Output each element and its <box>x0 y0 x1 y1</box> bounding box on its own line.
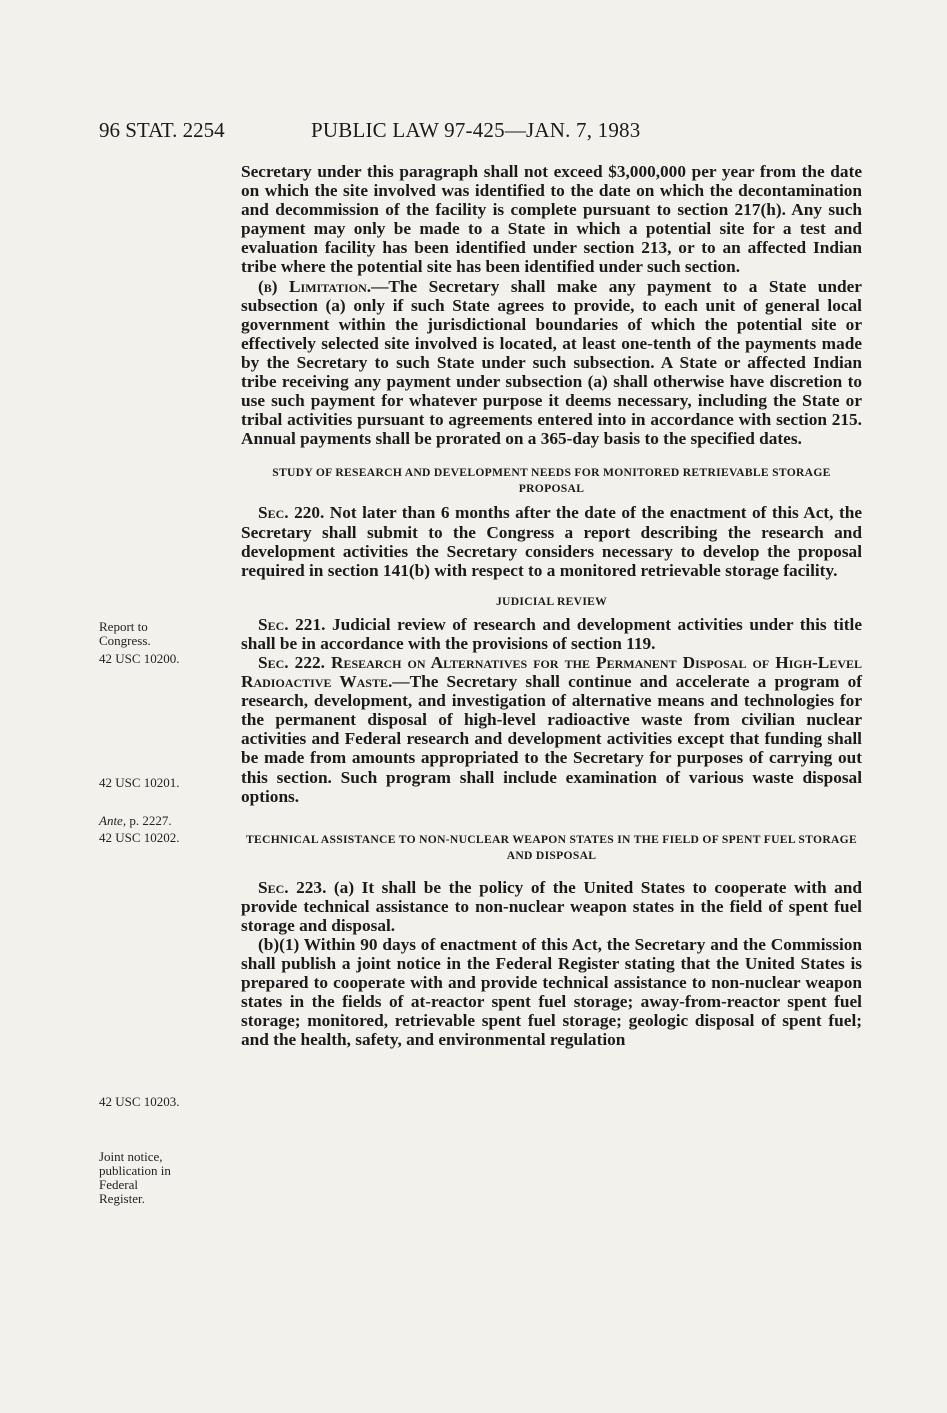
margin-usc-10200: 42 USC 10200. <box>99 651 180 666</box>
section-223b: (b)(1) Within 90 days of enactment of this Act, the Secretary and the Commission shall publish a joint notice in the Federal Register stating that the United States is prepared to cooperate with and provide technical assistance to non-nuclear weapon states in the fields of at-reactor spent fuel storage; away-from-reactor spent fuel storage; monitored, retrievable spent fuel storage; geologic disposal of spent fuel; and the health, safety, and environmental regulation <box>241 935 862 1050</box>
sec-221-label: Sec. <box>258 614 289 634</box>
margin-usc-10201: 42 USC 10201. <box>99 775 180 790</box>
public-law-title: PUBLIC LAW 97-425—JAN. 7, 1983 <box>311 118 641 142</box>
margin-note-report <box>99 620 180 666</box>
stat-page-number: 96 STAT. 2254 <box>99 118 225 142</box>
margin-usc-10203: 42 USC 10203. <box>99 1094 180 1109</box>
limitation-label: (b) Limitation. <box>258 276 372 296</box>
page-header <box>99 118 859 148</box>
sec-222-label: Sec. <box>258 652 289 672</box>
sec-222-text: —The Secretary shall continue and accelerate a program of research, development, and investigation of alternative means and technologies for the permanent disposal of high-level radioactive waste from civilian nuclear activities and Federal research and development activities except that funding shall be made from amounts appropriated to the Secretary for purposes of carrying out this section. Such program shall include examination of various waste disposal options. <box>241 672 862 806</box>
sec-221-text: 221. Judicial review of research and development activities under this title shall be in accordance with the provisions of section 119. <box>241 614 862 653</box>
sec-223-label: Sec. <box>258 877 289 897</box>
margin-ante-page: p. 2227. <box>126 813 172 828</box>
sec-220-text: 220. Not later than 6 months after the date of the enactment of this Act, the Secretary shall submit to the Congress a report describing the research and development activities the Secretary considers necessary to develop the proposal required in section 141(b) with respect to a monitored retrievable storage facility. <box>241 503 862 580</box>
sec-220-label: Sec. <box>258 503 289 523</box>
sec-222-title: 222. Research on Alternatives for the Permanent Disposal of High-Level Radioactive Waste. <box>241 652 862 692</box>
document-body <box>241 162 862 1050</box>
limitation-text: —The Secretary shall make any payment to a State under subsection (a) only if such State agrees to provide, to each unit of general local government within the jurisdictional boundaries of which the potential site or effectively selected site involved is located, at least one-tenth of the payments made by the Secretary to such State under such subsection. A State or affected Indian tribe receiving any payment under subsection (a) shall otherwise have discretion to use such payment for whatever purpose it deems necessary, including the State or tribal activities pursuant to agreements entered into in accordance with section 215. Annual payments shall be prorated on a 365-day basis to the specified dates. <box>241 276 862 449</box>
margin-joint-line1: Joint notice, <box>99 1149 163 1164</box>
margin-joint-line2: publication in <box>99 1163 171 1178</box>
heading-study-research: STUDY OF RESEARCH AND DEVELOPMENT NEEDS FOR MONITORED RETRIEVABLE STORAGE PROPOSAL <box>272 466 831 496</box>
margin-joint-line3: Federal <box>99 1177 138 1192</box>
section-222 <box>241 653 862 806</box>
heading-technical-assistance: TECHNICAL ASSISTANCE TO NON-NUCLEAR WEAPON STATES IN THE FIELD OF SPENT FUEL STORAGE AND DISPOSAL <box>245 832 858 862</box>
section-221 <box>241 615 862 653</box>
sec-223-text: 223. (a) It shall be the policy of the United States to cooperate with and provide technical assistance to non-nuclear weapon states in the field of spent fuel storage and disposal. <box>241 877 862 935</box>
margin-report-line2: Congress. <box>99 633 151 648</box>
margin-usc-10202: 42 USC 10202. <box>99 830 180 845</box>
section-220 <box>241 503 862 579</box>
margin-ante-italic: Ante, <box>99 813 127 828</box>
section-223a <box>241 878 862 935</box>
margin-report-line1: Report to <box>99 619 148 634</box>
paragraph-limitation <box>241 277 862 449</box>
paragraph-payment-cap: Secretary under this paragraph shall not exceed $3,000,000 per year from the date on which the site involved was identified to the date on which the decontamination and decommission of the facility is complete pursuant to section 217(h). Any such payment may only be made to a State in which a potential site for a test and evaluation facility has been identified under section 213, or to an affected Indian tribe where the potential site has been identified under such section. <box>241 162 862 277</box>
margin-joint-line4: Register. <box>99 1191 145 1206</box>
heading-judicial-review: JUDICIAL REVIEW <box>495 594 608 608</box>
margin-ante <box>99 814 172 828</box>
margin-note-joint-notice <box>99 1150 171 1206</box>
